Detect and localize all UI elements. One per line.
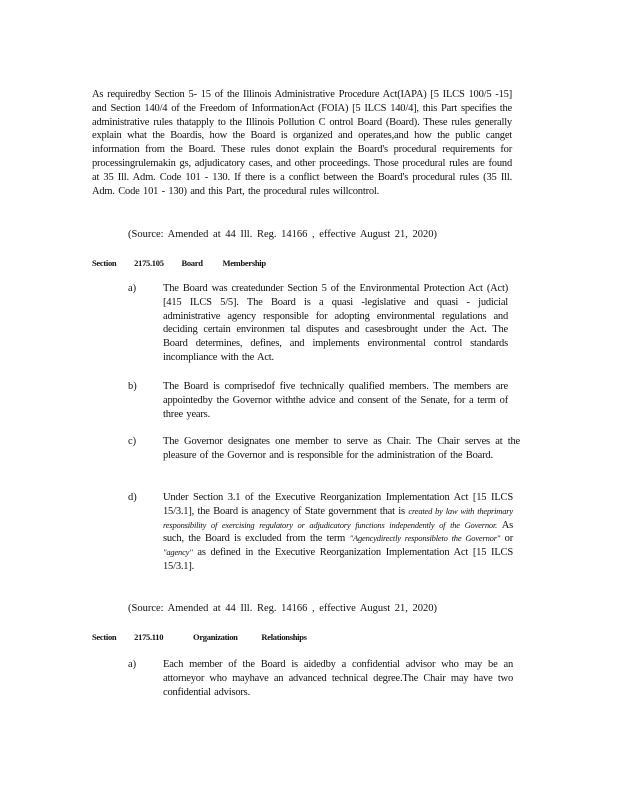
source-note-2: (Source: Amended at 44 Ill. Reg. 14166 , effective August 21, 2020) — [128, 603, 438, 614]
item-d-quote-1: "Agencydirectly responsibleto the Governor" — [349, 533, 501, 544]
item-d-text-c: or — [504, 533, 513, 545]
intro-paragraph: As requiredby Section 5- 15 of the Illinois Administrative Procedure Act(IAPA) [5 ILCS 100/5 -15] and Section 140/4 of the Freedom of InformationAct (FOIA) [5 ILCS 140/4], this Part specifies the administrative rules thatapply to the Illinois Pollution C ontrol Board (Board). These rules generally explain what the Boardis, how the Board is organized and operates,and how the public canget information from the Board. These rules donot explain the Board's procedural requirements for processingrulemakin gs, adjudicatory cases, and other proceedings. Those procedural rules are found at 35 Ill. Adm. Code 101 - 130. If there is a conflict between the Board's procedural rules (35 Ill. Adm. Code 101 - 130) and this Part, the procedural rules willcontrol. — [92, 89, 512, 197]
item-d-italic-quote: created by law with theprimary responsibility of exercising regulatory or adjudicatory functions independently of the Governor. — [163, 505, 513, 530]
section-label: Section — [92, 632, 117, 642]
item-a-110-text: Each member of the Board is aidedby a confidential advisor who may be an attorneyor who mayhave an advanced technical degree.The Chair may have two confidential advisors. — [163, 659, 513, 698]
section-heading-110 — [92, 632, 307, 642]
item-letter-c: c) — [128, 436, 137, 447]
section-number: 2175.105 — [134, 258, 164, 268]
item-d-text-d: as defined in the Executive Reorganization Implementation Act [15 ILCS 15/3.1]. — [163, 547, 513, 572]
item-d-text-b: As such, the Board is excluded from the term — [163, 519, 513, 545]
item-a-text: The Board was createdunder Section 5 of the Environmental Protection Act (Act) [415 ILCS 5/5]. The Board is a quasi -legislative and quasi - judicial administrative agency responsible for adopting environmental regulations and deciding certain environmen tal disputes and casesbrought under the Act. The Board determines, defines, and implements environmental control standards incompliance with the Act. — [163, 283, 508, 363]
item-letter-a-110: a) — [128, 659, 137, 670]
section-heading-105 — [92, 258, 266, 268]
item-letter-b: b) — [128, 381, 137, 392]
item-d-quote-2: "agency" — [163, 547, 193, 558]
item-b-text: The Board is comprisedof five technically qualified members. The members are appointedby the Governor withthe advice and consent of the Senate, for a term of three years. — [163, 381, 508, 420]
source-note-1: (Source: Amended at 44 Ill. Reg. 14166 , effective August 21, 2020) — [128, 229, 438, 240]
section-label: Section — [92, 258, 117, 268]
item-d-text — [163, 491, 513, 574]
item-letter-a: a) — [128, 283, 137, 294]
item-letter-d: d) — [128, 492, 137, 503]
section-number: 2175.110 — [134, 632, 164, 642]
item-c-text: The Governor designates one member to serve as Chair. The Chair serves at the pleasure of the Governor and is responsible for the administration of the Board. — [163, 436, 520, 461]
item-d-text-a: Under Section 3.1 of the Executive Reorganization Implementation Act [15 ILCS 15/3.1], the Board is anagency of State government that is — [163, 492, 513, 517]
section-title: Organization Relationships — [193, 632, 307, 642]
section-title: Board Membership — [181, 258, 266, 268]
